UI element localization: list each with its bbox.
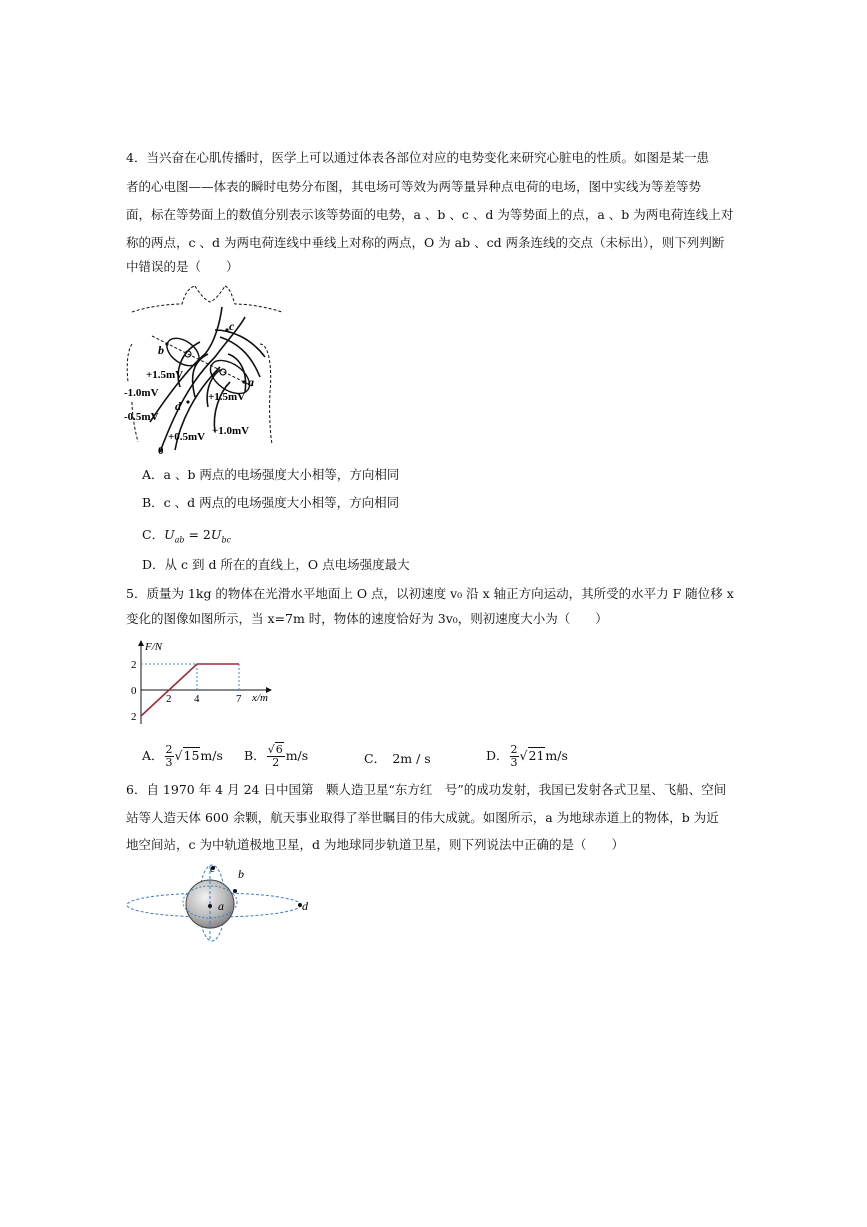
q4-option-b: B．c 、d 两点的电场强度大小相等，方向相同 (142, 495, 400, 510)
x-tick-label: 2 (166, 693, 172, 705)
q5-option-b-label: B． (244, 748, 266, 763)
q5-option-d-label: D． (486, 748, 509, 763)
y-tick-label: 2 (131, 659, 137, 671)
label-c: c (229, 319, 235, 333)
q4-option-c-u1: U (164, 527, 175, 542)
q6-line-3: 地空间站，c 为中轨道极地卫星，d 为地球同步轨道卫星，则下列说法中正确的是（ ） (126, 837, 624, 852)
q5-option-a-den: 3 (165, 756, 173, 769)
label-d-sat: d (302, 899, 308, 913)
q4-line-1: 4．当兴奋在心肌传播时，医学上可以通过体表各部位对应的电势变化来研究心脏电的性质。如图是某一患 (126, 150, 709, 165)
q5-option-b-unit: m/s (285, 748, 309, 763)
q5-option-a-label: A． (142, 748, 164, 763)
x-tick-label: 7 (236, 693, 242, 705)
q4-option-a: A．a 、b 两点的电场强度大小相等，方向相同 (142, 467, 400, 482)
q4-option-c (142, 527, 231, 549)
label-d: d (175, 399, 181, 413)
q6-line-1: 6．自 1970 年 4 月 24 日中国第 颗人造卫星“东方红 号”的成功发射，我国已发射各式卫星、飞船、空间 (126, 782, 727, 797)
label-plus10: +1.0mV (212, 425, 250, 437)
q5-option-a-num: 2 (165, 743, 173, 756)
label-plus15-left: +1.5mV (146, 369, 184, 381)
label-b: b (158, 343, 164, 357)
q5-line-2: 变化的图像如图所示，当 x=7m 时，物体的速度恰好为 3v₀，则初速度大小为（ ） (126, 611, 608, 626)
q6-line-2: 站等人造天体 600 余颗，航天事业取得了举世瞩目的伟大成就。如图所示，a 为地球赤道上的物体，b 为近 (126, 810, 719, 825)
y-tick-label: 2 (131, 711, 137, 723)
q5-option-d-unit: m/s (545, 748, 568, 763)
q4-line-2: 者的心电图——体表的瞬时电势分布图，其电场可等效为两等量异种点电荷的电场，图中实线为等差等势 (126, 179, 702, 194)
q5-option-b-den: 2 (272, 756, 280, 769)
label-plus15-right: +1.5mV (208, 391, 246, 403)
q5-option-b-rad: 6 (275, 743, 283, 756)
y-tick-label: 0 (131, 685, 137, 697)
label-a-sat: a (218, 899, 224, 913)
label-b-sat: b (238, 867, 244, 881)
q5-option-c: C． 2m / s (364, 751, 431, 766)
q5-option-d-num: 2 (510, 743, 518, 756)
label-plus05: +0.5mV (168, 431, 206, 443)
label-zero: 0 (158, 445, 164, 457)
q4-line-5: 中错误的是（ ） (126, 259, 239, 274)
q5-option-d-den: 3 (510, 756, 518, 769)
q4-line-4: 称的两点，c 、d 为两电荷连线中垂线上对称的两点，O 为 ab 、cd 两条连线的交点（未标出），则下列判断 (126, 235, 725, 250)
x-axis-label: x/m (252, 692, 268, 704)
y-axis-label: F/N (145, 641, 163, 653)
q5-option-d-rad: 21 (528, 748, 545, 763)
q4-line-3: 面，标在等势面上的数值分别表示该等势面的电势，a 、b 、c 、d 为等势面上的点，a 、b 为两电荷连线上对 (126, 207, 734, 222)
label-c-sat: c (210, 861, 216, 875)
label-a: a (248, 375, 254, 389)
q4-option-c-sub2: bc (221, 535, 232, 545)
label-minus05: -0.5mV (124, 411, 159, 423)
q4-option-c-eq: = 2 (184, 527, 211, 542)
label-minus10: -1.0mV (124, 387, 159, 399)
q5-line-1: 5．质量为 1kg 的物体在光滑水平地面上 O 点，以初速度 v₀ 沿 x 轴正方向运动，其所受的水平力 F 随位移 x (126, 586, 734, 601)
q4-option-d: D．从 c 到 d 所在的直线上，O 点电场强度最大 (142, 557, 410, 572)
q5-option-d: D． $\frac{2}{3}$ √21m/s (486, 743, 568, 769)
ecg-potential-figure (120, 282, 290, 457)
q5-option-b: B． $\frac{√6}{2}$ m/s (244, 743, 309, 769)
q5-option-a-rad: 15 (183, 748, 200, 763)
q5-option-a-unit: m/s (200, 748, 223, 763)
x-tick-label: 4 (194, 693, 200, 705)
q4-option-c-label: C． (142, 527, 165, 542)
q4-option-c-sub1: ab (174, 535, 185, 545)
q4-option-c-u2: U (210, 527, 222, 542)
satellite-orbit-figure (122, 858, 322, 944)
q5-option-a: A． $\frac{2}{3}$ √15m/s (142, 743, 223, 769)
force-displacement-chart (128, 636, 278, 728)
